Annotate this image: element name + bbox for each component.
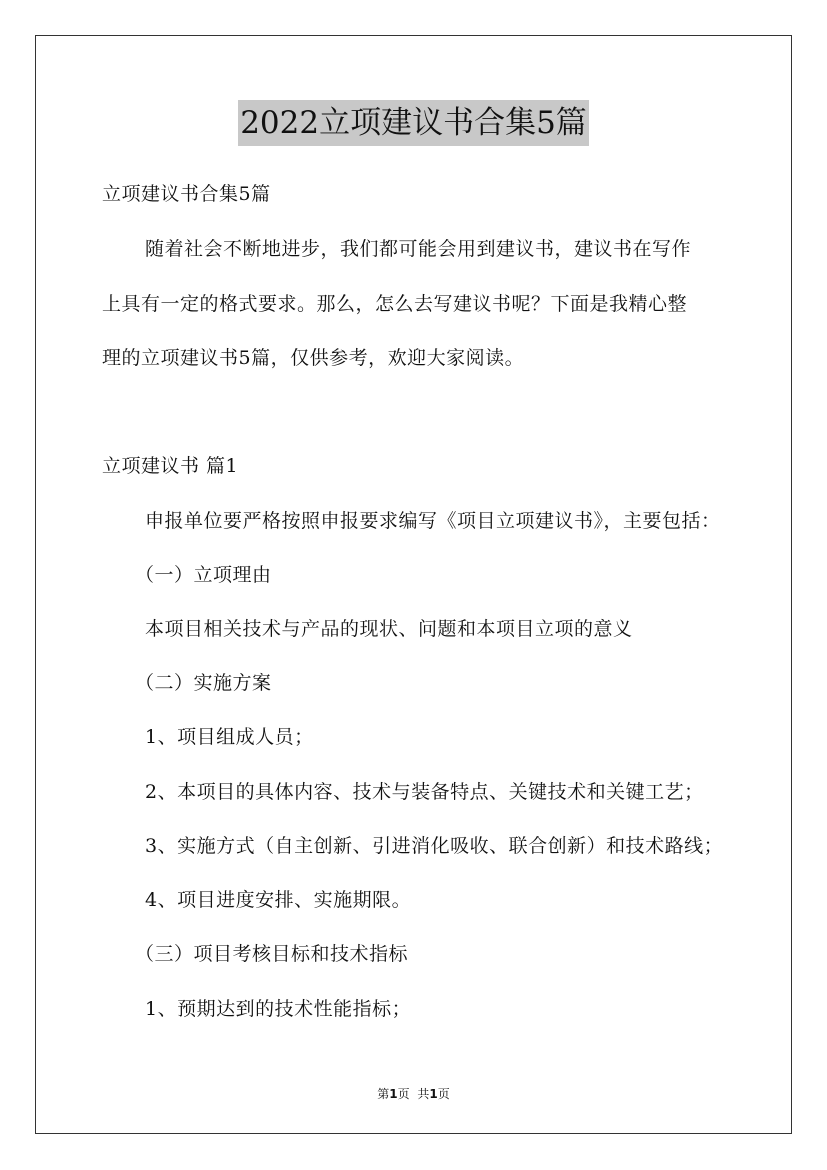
footer-total-suffix: 页	[437, 1087, 450, 1101]
footer-page-number: 1	[389, 1087, 398, 1101]
document-title: 2022立项建议书合集5篇	[238, 100, 589, 146]
body-line-5: 1、项目组成人员；	[145, 726, 314, 748]
footer-total-number: 1	[429, 1087, 438, 1101]
body-line-3: 本项目相关技术与产品的现状、问题和本项目立项的意义	[145, 618, 633, 640]
body-line-9: （三）项目考核目标和技术指标	[135, 943, 409, 965]
body-line-8: 4、项目进度安排、实施期限。	[145, 889, 412, 911]
footer-page-prefix: 第	[377, 1087, 390, 1101]
footer-page-suffix: 页	[397, 1087, 410, 1101]
footer-total-prefix: 共	[417, 1087, 430, 1101]
body-line-6: 2、本项目的具体内容、技术与装备特点、关键技术和关键工艺；	[145, 781, 704, 803]
body-line-2: （一）立项理由	[135, 564, 272, 586]
section-heading: 立项建议书 篇1	[102, 455, 239, 477]
intro-line-1: 随着社会不断地进步，我们都可能会用到建议书，建议书在写作	[145, 238, 692, 260]
document-subtitle: 立项建议书合集5篇	[102, 183, 271, 205]
intro-line-2: 上具有一定的格式要求。那么，怎么去写建议书呢？下面是我精心整	[102, 293, 688, 315]
intro-line-3: 理的立项建议书5篇，仅供参考，欢迎大家阅读。	[102, 347, 525, 369]
body-line-10: 1、预期达到的技术性能指标；	[145, 998, 412, 1020]
title-wrap	[0, 100, 827, 146]
body-line-4: （二）实施方案	[135, 672, 272, 694]
body-line-1: 申报单位要严格按照申报要求编写《项目立项建议书》，主要包括：	[145, 510, 721, 532]
body-line-7: 3、实施方式（自主创新、引进消化吸收、联合创新）和技术路线；	[145, 835, 724, 857]
page-footer	[0, 1085, 827, 1102]
